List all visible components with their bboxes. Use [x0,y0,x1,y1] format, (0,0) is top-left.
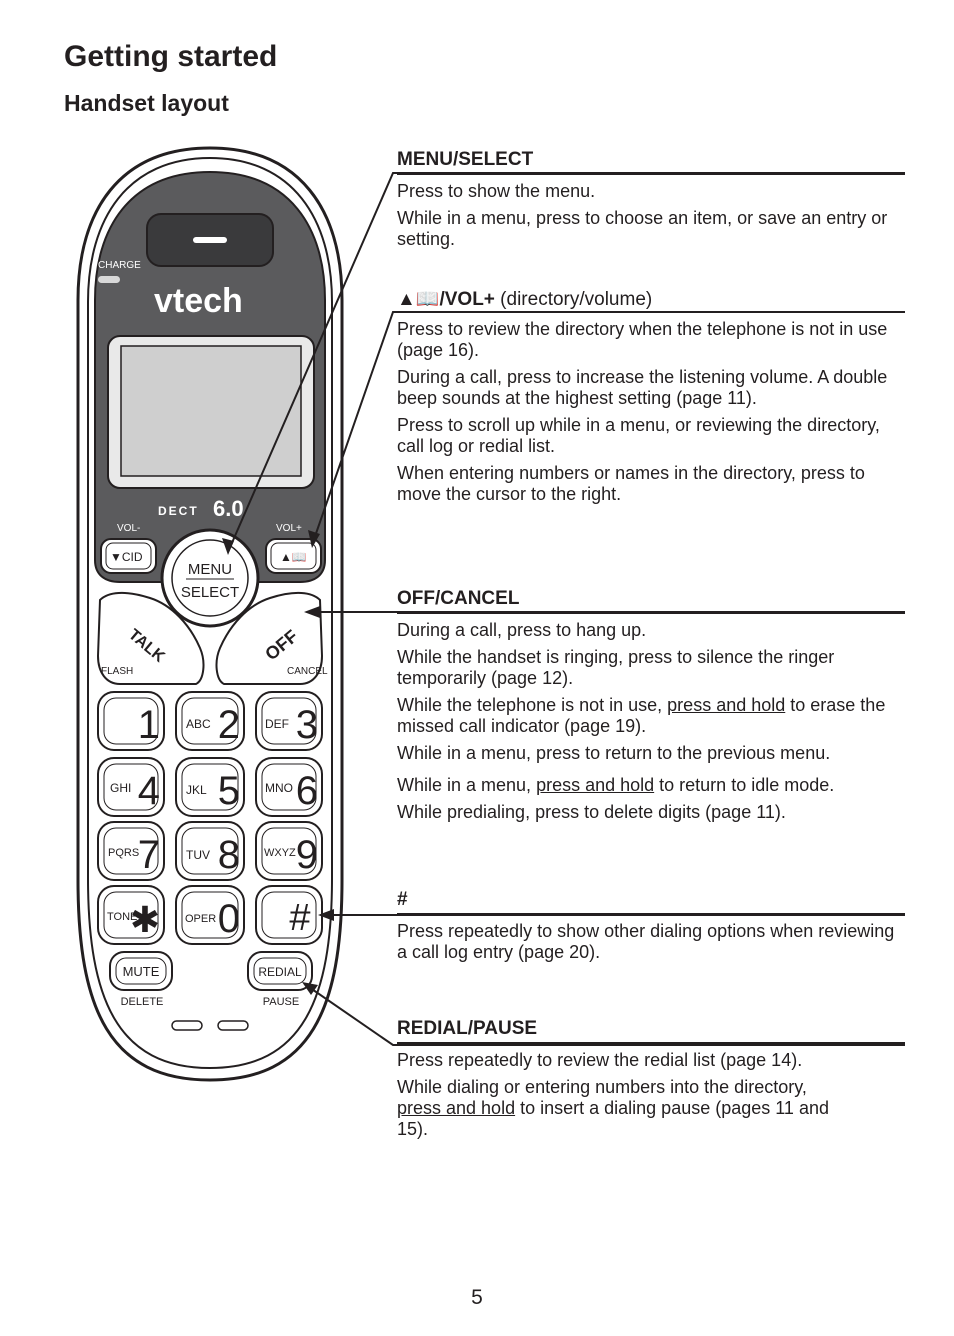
paragraph: While the telephone is not in use, press and hold to erase the missed call indicator (page 19). [397,695,886,736]
page-title: Getting started [64,40,278,73]
key-8[interactable] [176,822,244,880]
key-4[interactable] [98,758,164,816]
svg-text:PQRS: PQRS [108,847,140,859]
key-5[interactable] [176,758,244,816]
key-2[interactable] [176,692,244,750]
svg-text:TONE: TONE [107,911,138,923]
section-title: # [397,889,905,915]
mute-button[interactable] [110,952,172,990]
section-title: REDIAL/PAUSE [397,1018,905,1044]
paragraph: While the handset is ringing, press to silence the ringer temporarily (page 12). [397,647,835,688]
vol-plus-label: VOL+ [276,523,302,534]
svg-text:GHI: GHI [110,781,132,795]
dect-version: 6.0 [213,496,244,521]
svg-text:TUV: TUV [186,848,210,862]
charge-label: CHARGE [98,260,141,271]
paragraph: While in a menu, press to return to the previous menu. [397,743,831,763]
paragraph: While dialing or entering numbers into the directory, press and hold to insert a dialing pause (pages 11 and 15). [397,1077,829,1139]
paragraph: While in a menu, press and hold to return to idle mode. [397,775,835,795]
svg-text:4: 4 [137,769,160,813]
svg-text:OPER: OPER [185,913,217,925]
svg-text:9: 9 [295,833,318,877]
paragraph: While predialing, press to delete digits (page 11). [397,802,786,822]
svg-text:✱: ✱ [129,899,160,940]
key-9[interactable] [256,822,322,880]
select-label: SELECT [180,584,240,601]
brand-logo: vtech [154,282,243,320]
section-menu-select [397,149,905,250]
section-vol-plus [397,287,905,505]
svg-text:6: 6 [295,769,318,813]
paragraph: When entering numbers or names in the directory, press to move the cursor to the right. [397,463,865,504]
svg-text:#: # [289,897,311,939]
paragraph: While in a menu, press to choose an item, or save an entry or setting. [397,208,888,249]
key-6[interactable] [256,758,322,816]
pause-label: PAUSE [262,996,300,1008]
dect-label: DECT [158,504,199,518]
paragraph: During a call, press to hang up. [397,620,647,640]
svg-text:3: 3 [295,703,318,747]
svg-text:5: 5 [217,769,240,813]
svg-text:2: 2 [217,703,240,747]
vol-minus-label: VOL- [117,523,141,534]
key-7[interactable] [98,822,164,880]
talk-label: TALK [125,626,168,666]
svg-text:MUTE: MUTE [122,964,160,979]
svg-text:8: 8 [217,833,240,877]
key-star[interactable] [98,886,164,944]
section-off-cancel [397,588,905,823]
svg-text:DEF: DEF [265,717,289,731]
section-title: MENU/SELECT [397,149,905,175]
paragraph: Press repeatedly to review the redial list (page 14). [397,1050,803,1070]
cancel-label: CANCEL [287,666,328,677]
svg-text:WXYZ: WXYZ [264,847,296,859]
menu-label: MENU [187,561,233,578]
dir-label: ▲📖 [280,550,307,564]
section-pound [397,889,905,963]
directory-volume-icons: ▲📖 [397,289,440,310]
key-pound[interactable] [256,886,322,944]
paragraph: Press to scroll up while in a menu, or reviewing the directory, call log or redial list. [397,415,880,456]
paragraph: During a call, press to increase the listening volume. A double beep sounds at the highest setting (page 11). [397,367,888,408]
page-number: 5 [471,1286,483,1309]
svg-text:0: 0 [217,897,240,941]
cid-label: ▼CID [110,550,143,564]
svg-text:7: 7 [137,833,160,877]
delete-label: DELETE [120,996,164,1008]
paragraph: Press to review the directory when the telephone is not in use (page 16). [397,319,888,360]
redial-pause-button[interactable] [248,952,312,990]
svg-text:ABC: ABC [186,717,211,731]
key-0[interactable] [176,886,244,944]
svg-text:1: 1 [137,703,160,747]
flash-label: FLASH [101,666,134,677]
svg-text:JKL: JKL [186,783,207,797]
section-title: ▲📖/VOL+ (directory/volume) [397,287,905,313]
key-1[interactable] [98,692,164,750]
paragraph: Press to show the menu. [397,181,596,201]
svg-text:REDIAL: REDIAL [258,965,302,979]
svg-text:MNO: MNO [265,781,293,795]
section-redial-pause [397,1018,905,1140]
section-title: OFF/CANCEL [397,588,905,614]
page-subtitle: Handset layout [64,90,229,116]
paragraph: Press repeatedly to show other dialing options when reviewing a call log entry (page 20). [397,921,895,962]
off-label: OFF [261,625,302,665]
key-3[interactable] [256,692,322,750]
